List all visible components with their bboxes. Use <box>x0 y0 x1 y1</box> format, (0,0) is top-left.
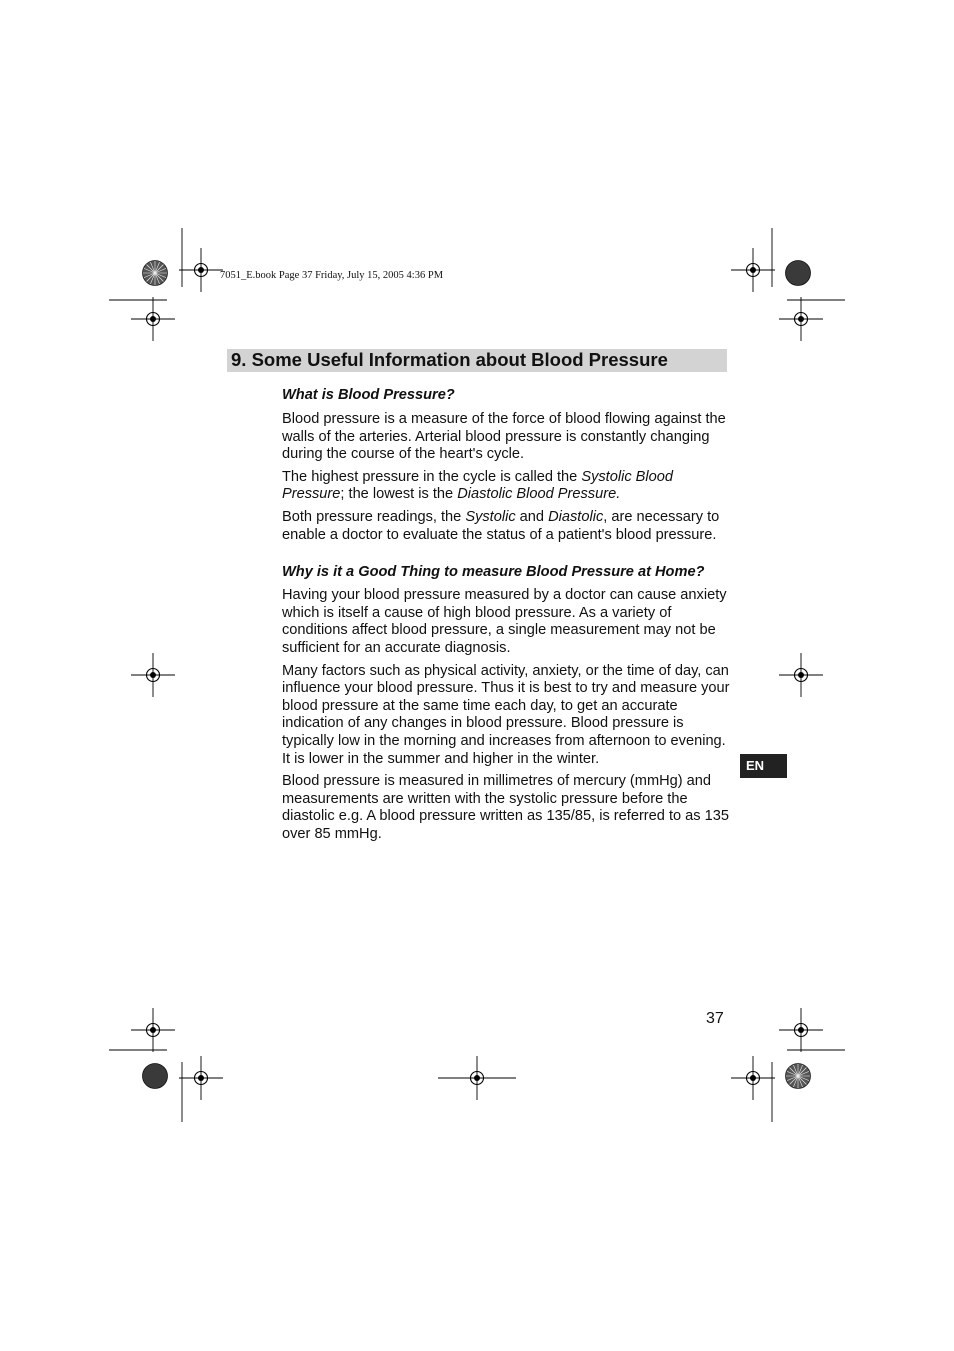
paragraph <box>282 509 730 544</box>
crosshair-target-icon <box>179 1056 223 1100</box>
language-tab-en: EN <box>740 754 787 778</box>
emphasized-term: Diastolic <box>548 508 604 525</box>
crosshair-target-icon <box>131 297 175 341</box>
page-number: 37 <box>706 1010 724 1027</box>
text-run: Blood pressure is a measure of the force of blood flowing against the walls of the arteries. Arterial blood pressure is constantly changing during the course of the heart's cycle. <box>282 411 726 463</box>
subheading-why-measure-at-home: Why is it a Good Thing to measure Blood Pressure at Home? <box>282 564 705 581</box>
text-run: Having your blood pressure measured by a doctor can cause anxiety which is itself a cause of high blood pressure. As a variety of conditions affect blood pressure, a single measurement may not be sufficient for an accurate diagnosis. <box>282 587 727 656</box>
starburst-registration-icon <box>143 261 168 286</box>
crosshair-target-icon <box>779 1008 823 1052</box>
crosshair-target-icon <box>779 297 823 341</box>
emphasized-term: Systolic <box>465 508 516 525</box>
section-title: 9. Some Useful Information about Blood Pressure <box>231 349 668 370</box>
text-run: Both pressure readings, the <box>282 508 466 525</box>
subheading-what-is-blood-pressure: What is Blood Pressure? <box>282 387 455 403</box>
text-run: , are necessary to enable a doctor to evaluate the status of a patient's blood pressure. <box>282 508 720 543</box>
paragraph <box>282 469 730 504</box>
text-run: ; the lowest is the <box>340 486 458 503</box>
crosshair-target-icon <box>131 1008 175 1052</box>
crosshair-target-icon <box>131 653 175 697</box>
print-slug: 7051_E.book Page 37 Friday, July 15, 2005 4:36 PM <box>220 270 444 281</box>
crosshair-target-icon <box>731 1056 775 1100</box>
paragraph <box>282 411 730 464</box>
paragraph <box>282 773 730 843</box>
starburst-registration-icon <box>786 261 811 286</box>
paragraph <box>282 587 730 657</box>
crosshair-target-icon <box>779 653 823 697</box>
text-run: Many factors such as physical activity, anxiety, or the time of day, can influence your blood pressure. Thus it is best to try and measure your blood pressure at the same time each day, to get an accurate indication of any changes in blood pressure. Blood pressure is typically low in the morning and increases from afternoon to evening. It is lower in the summer and higher in the winter. <box>282 662 730 767</box>
text-run: and <box>515 508 549 525</box>
text-run: The highest pressure in the cycle is called the <box>282 468 582 485</box>
emphasized-term: Systolic Blood Pressure <box>282 468 674 503</box>
starburst-registration-icon <box>143 1064 168 1089</box>
paragraph <box>282 663 730 769</box>
crosshair-target-icon <box>179 248 223 292</box>
emphasized-term: Diastolic Blood Pressure. <box>457 486 621 503</box>
section-content <box>282 386 730 843</box>
crosshair-target-icon <box>731 248 775 292</box>
starburst-registration-icon <box>786 1064 811 1089</box>
text-run: Blood pressure is measured in millimetres of mercury (mmHg) and measurements are written with the systolic pressure before the diastolic e.g. A blood pressure written as 135/85, is referred to as 135 over 85 mmHg. <box>282 773 729 842</box>
